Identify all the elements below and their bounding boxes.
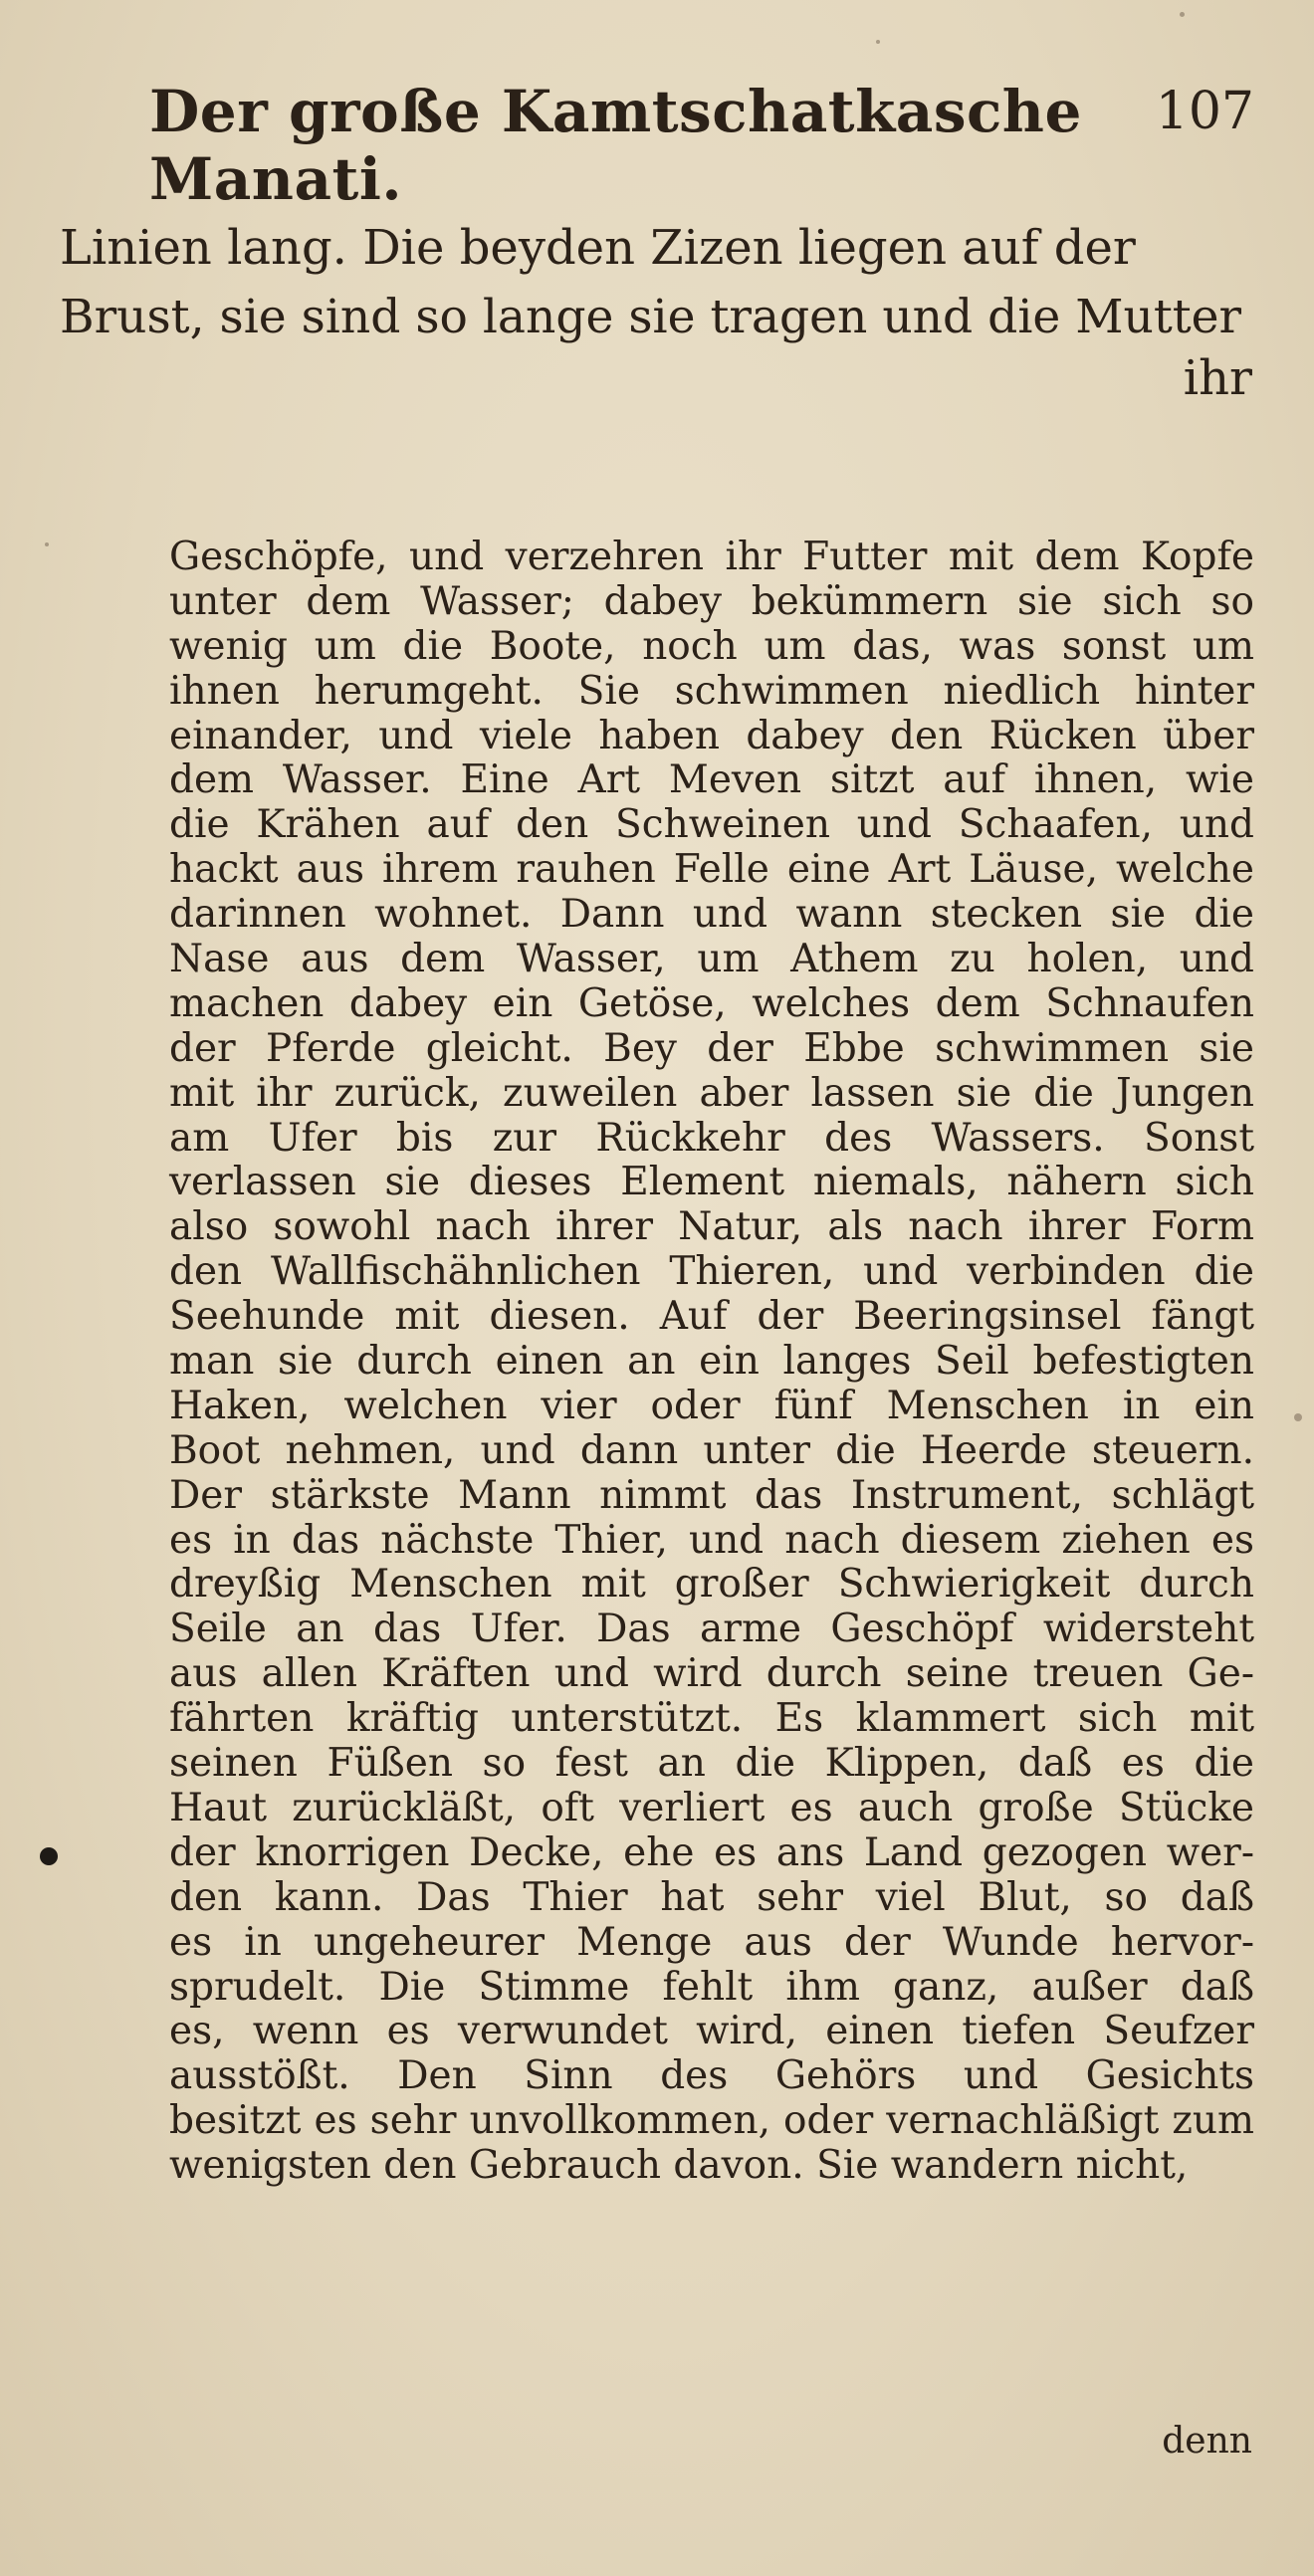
paper-speck <box>1294 1413 1302 1421</box>
header-title: Der große Kamtschatkasche Manati. <box>149 78 1082 213</box>
paper-speck <box>45 542 49 546</box>
text-line: man sie durch einen an ein langes Seil befestigten <box>169 1339 1254 1385</box>
text-line: Der stärkste Mann nimmt das Instrument, schlägt <box>169 1472 1254 1518</box>
text-line: wenigsten den Gebrauch davon. Sie wandern nicht, <box>169 2143 1189 2189</box>
text-line: mit ihr zurück, zuweilen aber lassen sie die Jungen <box>169 1070 1254 1116</box>
text-line: seinen Füßen so fest an die Klippen, daß es die <box>169 1741 1254 1787</box>
text-line: unter dem Wasser; dabey bekümmern sie sich so <box>169 578 1254 624</box>
text-line: hackt aus ihrem rauhen Felle eine Art Läuse, welche <box>169 847 1254 893</box>
text-line: darinnen wohnet. Dann und wann stecken sie die <box>169 892 1254 938</box>
text-line: Haut zurückläßt, oft verliert es auch große Stücke <box>169 1785 1254 1830</box>
text-line: am Ufer bis zur Rückkehr des Wassers. Sonst <box>169 1115 1254 1161</box>
text-line: der knorrigen Decke, ehe es ans Land gezogen wer- <box>169 1829 1254 1875</box>
text-line: fährten kräftig unterstützt. Es klammert sich mit <box>169 1696 1254 1742</box>
text-line: wenig um die Boote, noch um das, was sonst um <box>169 623 1254 669</box>
text-line: Nase aus dem Wasser, um Athem zu holen, und <box>169 937 1254 982</box>
text-line: der Pferde gleicht. Bey der Ebbe schwimmen sie <box>169 1025 1254 1071</box>
text-line: es in das nächste Thier, und nach diesem ziehen es <box>169 1517 1254 1563</box>
intro-line: Brust, sie sind so lange sie tragen und die Mutter <box>60 290 1242 344</box>
text-line: aus allen Kräften und wird durch seine treuen Ge- <box>169 1651 1254 1697</box>
text-line: verlassen sie dieses Element niemals, nähern sich <box>169 1160 1254 1205</box>
text-line: dem Wasser. Eine Art Meven sitzt auf ihnen, wie <box>169 757 1254 803</box>
paper-speck <box>876 40 880 44</box>
text-line: sprudelt. Die Stimme fehlt ihm ganz, außer daß <box>169 1964 1254 2010</box>
text-line: besitzt es sehr unvollkommen, oder vernachläßigt zum <box>169 2098 1254 2144</box>
text-line: machen dabey ein Getöse, welches dem Schnaufen <box>169 980 1254 1026</box>
page-number: 107 <box>1155 82 1254 141</box>
text-line: einander, und viele haben dabey den Rücken über <box>169 713 1254 758</box>
catchword-bottom: denn <box>1162 2421 1252 2462</box>
text-line: es in ungeheurer Menge aus der Wunde hervor- <box>169 1919 1254 1965</box>
text-line: Haken, welchen vier oder fünf Menschen in ein <box>169 1383 1254 1428</box>
running-header <box>149 78 1254 213</box>
intro-line: Linien lang. Die beyden Zizen liegen auf der <box>60 220 1136 276</box>
paper-hole <box>40 1847 58 1865</box>
text-line: die Krähen auf den Schweinen und Schaafen, und <box>169 802 1254 848</box>
text-line: den kann. Das Thier hat sehr viel Blut, so daß <box>169 1874 1254 1920</box>
body-paragraph <box>169 536 1254 2189</box>
text-line: dreyßig Menschen mit großer Schwierigkeit durch <box>169 1562 1254 1608</box>
text-line: ihnen herumgeht. Sie schwimmen niedlich hinter <box>169 668 1254 714</box>
text-line: also sowohl nach ihrer Natur, als nach ihrer Form <box>169 1204 1254 1250</box>
text-line: den Wallfischähnlichen Thieren, und verbinden die <box>169 1249 1254 1295</box>
text-line: Seehunde mit diesen. Auf der Beeringsinsel fängt <box>169 1294 1254 1340</box>
text-line: es, wenn es verwundet wird, einen tiefen Seufzer <box>169 2009 1254 2054</box>
text-line: ausstößt. Den Sinn des Gehörs und Gesichts <box>169 2053 1254 2099</box>
intro-paragraph <box>60 214 1254 351</box>
paper-speck <box>1180 12 1185 17</box>
text-line: Seile an das Ufer. Das arme Geschöpf widersteht <box>169 1607 1254 1652</box>
text-line: Boot nehmen, und dann unter die Heerde steuern. <box>169 1427 1254 1473</box>
catchword-top: ihr <box>1183 350 1252 406</box>
text-line: Geschöpfe, und verzehren ihr Futter mit dem Kopfe <box>169 535 1254 579</box>
